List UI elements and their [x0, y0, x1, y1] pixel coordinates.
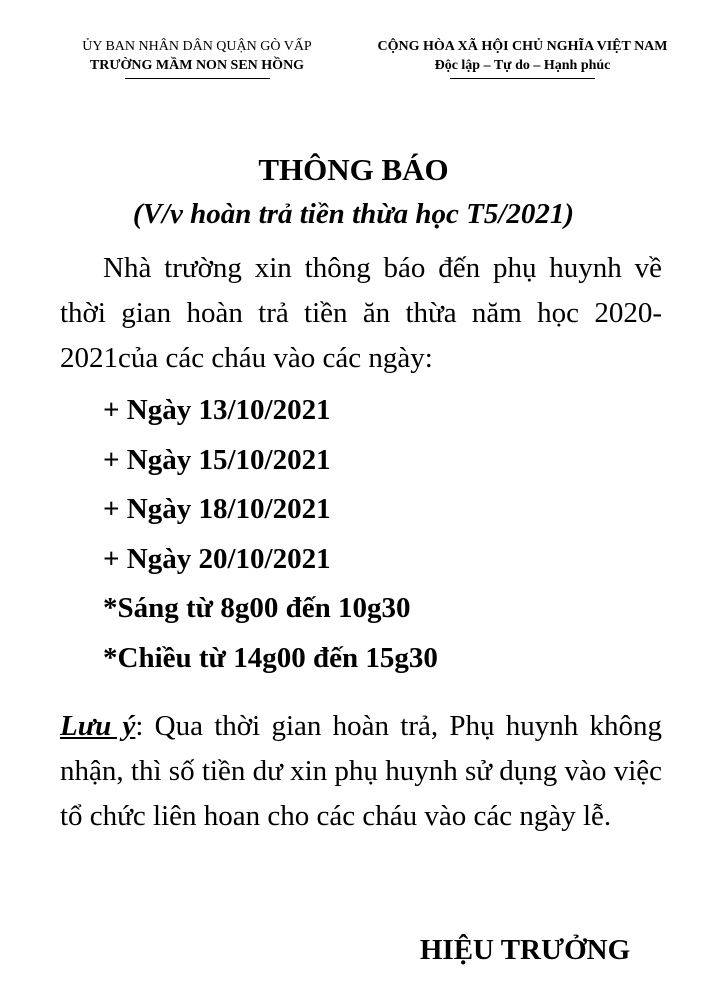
- signer-title: HIỆU TRƯỞNG: [419, 934, 631, 966]
- note-paragraph: [60, 704, 662, 839]
- time-morning: *Sáng từ 8g00 đến 10g30: [103, 592, 411, 624]
- document-subtitle: (V/v hoàn trả tiền thừa học T5/2021): [132, 198, 575, 230]
- issuer-school: TRƯỜNG MẦM NON SEN HỒNG: [89, 58, 305, 73]
- date-item: + Ngày 13/10/2021: [103, 394, 331, 426]
- document-title: THÔNG BÁO: [258, 152, 449, 187]
- issuer-underline: [125, 78, 270, 79]
- date-item: + Ngày 15/10/2021: [103, 443, 331, 476]
- schedule-list: [103, 386, 663, 683]
- issuer-authority: ỦY BAN NHÂN DÂN QUẬN GÒ VẤP: [82, 39, 312, 54]
- intro-paragraph: Nhà trường xin thông báo đến phụ huynh về thời gian hoàn trả tiền ăn thừa năm học 2020-2021của các cháu vào các ngày:: [60, 252, 662, 374]
- date-item: + Ngày 18/10/2021: [103, 493, 331, 525]
- national-motto: Độc lập – Tự do – Hạnh phúc: [434, 58, 611, 73]
- note-text: : Qua thời gian hoàn trả, Phụ huynh không nhận, thì số tiền dư xin phụ huynh sử dụng vào việc tổ chức liên hoan cho các cháu vào các ngày lễ.: [60, 710, 663, 832]
- motto-underline: [450, 78, 595, 79]
- note-label: Lưu ý: [60, 710, 136, 742]
- issuer-header: [52, 37, 342, 79]
- national-name: CỘNG HÒA XÃ HỘI CHỦ NGHĨA VIỆT NAM: [377, 39, 668, 54]
- time-afternoon: *Chiều từ 14g00 đến 15g30: [103, 641, 438, 674]
- date-item: + Ngày 20/10/2021: [103, 542, 331, 575]
- national-header: [350, 37, 695, 79]
